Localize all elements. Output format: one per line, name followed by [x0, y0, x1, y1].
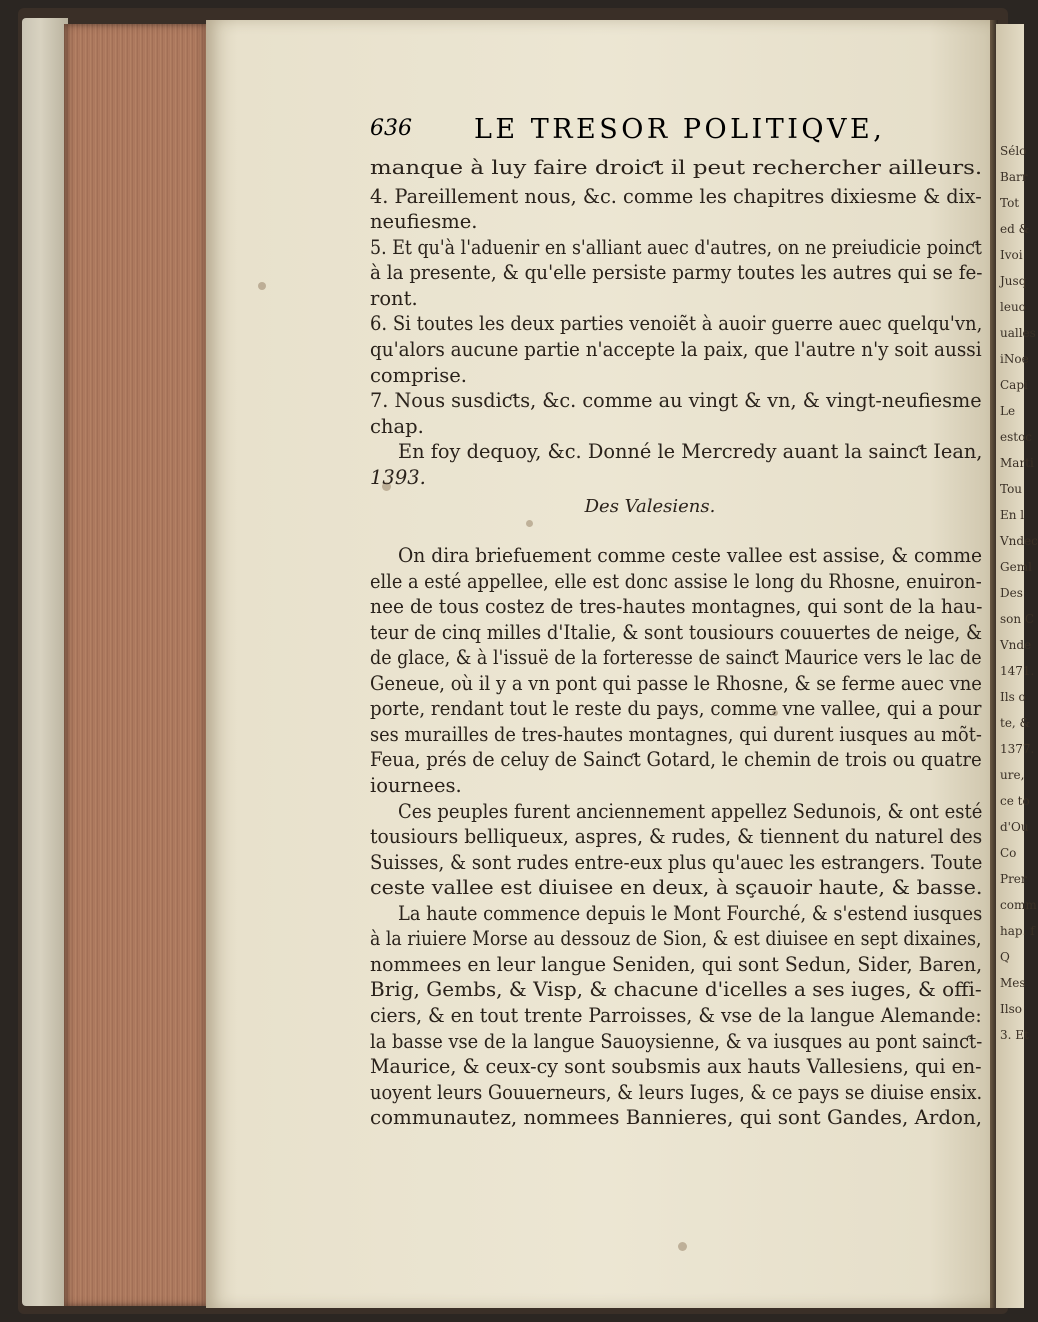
text-line: uoyent leurs Gouuerneurs, & leurs Iuges, & ce pays se diuise ensix.	[370, 1081, 983, 1104]
facing-page-fragment: Le	[1000, 404, 1016, 418]
text-line: neufiesme.	[370, 210, 478, 233]
facing-page-fragment: son C	[1000, 612, 1035, 626]
text-line: chap.	[370, 415, 424, 438]
running-head	[370, 114, 930, 148]
text-line: elle a esté appellee, elle est donc assise le long du Rhosne, enuiron-	[370, 570, 982, 593]
page-number: 636	[370, 116, 412, 141]
text-line: manque à luy faire droiƈt il peut rechercher ailleurs.	[370, 156, 983, 179]
text-line: de glace, & à l'issuë de la forteresse de sainƈt Maurice vers le lac de	[370, 646, 982, 669]
running-title: LE TRESOR POLITIQVE,	[474, 114, 886, 145]
facing-page-fragment: Tou	[1000, 482, 1023, 496]
text-line: Suisses, & sont rudes entre-eux plus qu'auec les estrangers. Toute	[370, 851, 983, 874]
facing-page-fragment: ce to	[1000, 794, 1030, 808]
facing-page-fragment: te, &	[1000, 716, 1031, 730]
text-line: En foy dequoy, &c. Donné le Mercredy auant la sainƈt Iean,	[398, 440, 983, 463]
page-fore-edge	[64, 24, 210, 1306]
text-line: qu'alors aucune partie n'accepte la paix, que l'autre n'y soit aussi	[370, 338, 982, 361]
facing-page-fragment: En l	[1000, 508, 1025, 522]
text-line: nommees en leur langue Seniden, qui sont Sedun, Sider, Baren,	[370, 953, 983, 976]
facing-page-fragment: Des	[1000, 586, 1023, 600]
facing-page-fragment: estoc	[1000, 430, 1033, 444]
facing-page-fragment: ualles	[1000, 326, 1036, 340]
text-line: ciers, & en tout trente Parroisses, & vse de la langue Alemande:	[370, 1004, 982, 1027]
text-line: Feua, prés de celuy de Sainƈt Gotard, le chemin de trois ou quatre	[370, 748, 982, 771]
facing-page-fragment: iNoe	[1000, 352, 1029, 366]
text-line: 6. Si toutes les deux parties venoiẽt à auoir guerre auec quelqu'vn,	[370, 312, 983, 335]
facing-page-fragment: Tot	[1000, 196, 1020, 210]
facing-page-fragment: comm	[1000, 898, 1037, 912]
book-cover-edge	[22, 18, 68, 1306]
foxing-spot	[526, 520, 533, 527]
text-line: 5. Et qu'à l'aduenir en s'alliant auec d'autres, on ne preiudicie poinƈt	[370, 236, 982, 259]
facing-page-fragment: Co	[1000, 846, 1017, 860]
text-line: la basse vse de la langue Sauoysienne, & va iusques au pont sainƈt-	[370, 1030, 983, 1053]
foxing-spot	[678, 1242, 687, 1251]
facing-page-fragment: hap. f	[1000, 924, 1035, 938]
text-line: iournees.	[370, 774, 462, 797]
text-line: porte, rendant tout le reste du pays, comme vne vallee, qui a pour	[370, 697, 982, 720]
facing-page-fragment: ed &	[1000, 222, 1030, 236]
text-line: comprise.	[370, 364, 467, 387]
facing-page-edge	[996, 24, 1038, 1308]
facing-page-fragment: Prer	[1000, 872, 1027, 886]
text-line: Ces peuples furent anciennement appellez Sedunois, & ont esté	[398, 800, 983, 823]
facing-page-fragment: Capi	[1000, 378, 1028, 392]
text-line: Maurice, & ceux-cy sont soubsmis aux hauts Vallesiens, qui en-	[370, 1055, 982, 1078]
facing-page-fragment: Ilso	[1000, 1002, 1022, 1016]
facing-page-fragment: Barr	[1000, 170, 1028, 184]
text-line: ses murailles de tres-hautes montagnes, qui durent iusques au mõt-	[370, 723, 982, 746]
facing-page-fragment: 1377.	[1000, 742, 1035, 756]
section-heading: Des Valesiens.	[584, 496, 716, 517]
text-line: à la riuiere Morse au dessouz de Sion, & est diuisee en sept dixaines,	[370, 927, 982, 950]
text-line: tousiours belliqueux, aspres, & rudes, & tiennent du naturel des	[370, 825, 983, 848]
facing-page-fragment: ure,	[1000, 768, 1025, 782]
facing-page-fragment: leuo	[1000, 300, 1026, 314]
facing-page-fragment: Ivoi	[1000, 248, 1023, 262]
facing-page-fragment: Marti	[1000, 456, 1034, 470]
text-line: 4. Pareillement nous, &c. comme les chapitres dixiesme & dix-	[370, 185, 982, 208]
text-line: communautez, nommees Bannieres, qui sont Gandes, Ardon,	[370, 1106, 983, 1129]
text-line: à la presente, & qu'elle persiste parmy toutes les autres qui se fe-	[370, 261, 983, 284]
text-line: Brig, Gembs, & Visp, & chacune d'icelles a ses iuges, & offi-	[370, 978, 982, 1001]
facing-page-fragment: Geml	[1000, 560, 1032, 574]
facing-page-fragment: 1471.	[1000, 664, 1035, 678]
text-line: La haute commence depuis le Mont Fourché, & s'estend iusques	[398, 902, 983, 925]
facing-page-fragment: Ils o	[1000, 690, 1026, 704]
facing-page-fragment: Mes	[1000, 976, 1026, 990]
facing-page-fragment: Vndec	[1000, 534, 1038, 548]
text-line: nee de tous costez de tres-hautes montagnes, qui sont de la hau-	[370, 595, 983, 618]
text-line: On dira briefuement comme ceste vallee est assise, & comme	[398, 544, 983, 567]
text-line: 7. Nous susdiƈts, &c. comme au vingt & vn, & vingt-neufiesme	[370, 389, 982, 412]
foxing-spot	[258, 282, 266, 290]
text-line: Geneue, où il y a vn pont qui passe le Rhosne, & se ferme auec vne	[370, 672, 982, 695]
facing-page-fragment: Sélo	[1000, 144, 1027, 158]
facing-page-fragment: Jusq	[1000, 274, 1027, 288]
text-line: 1393.	[370, 466, 426, 489]
text-line: teur de cinq milles d'Italie, & sont tousiours couuertes de neige, &	[370, 621, 983, 644]
facing-page-fragment: Vnde	[1000, 638, 1032, 652]
facing-page-fragment: d'Ou	[1000, 820, 1029, 834]
text-line: ront.	[370, 287, 418, 310]
text-line: ceste vallee est diuisee en deux, à sçauoir haute, & basse.	[370, 876, 983, 899]
facing-page-fragment: Q	[1000, 950, 1010, 964]
facing-page-fragment: 3. Et	[1000, 1028, 1029, 1042]
